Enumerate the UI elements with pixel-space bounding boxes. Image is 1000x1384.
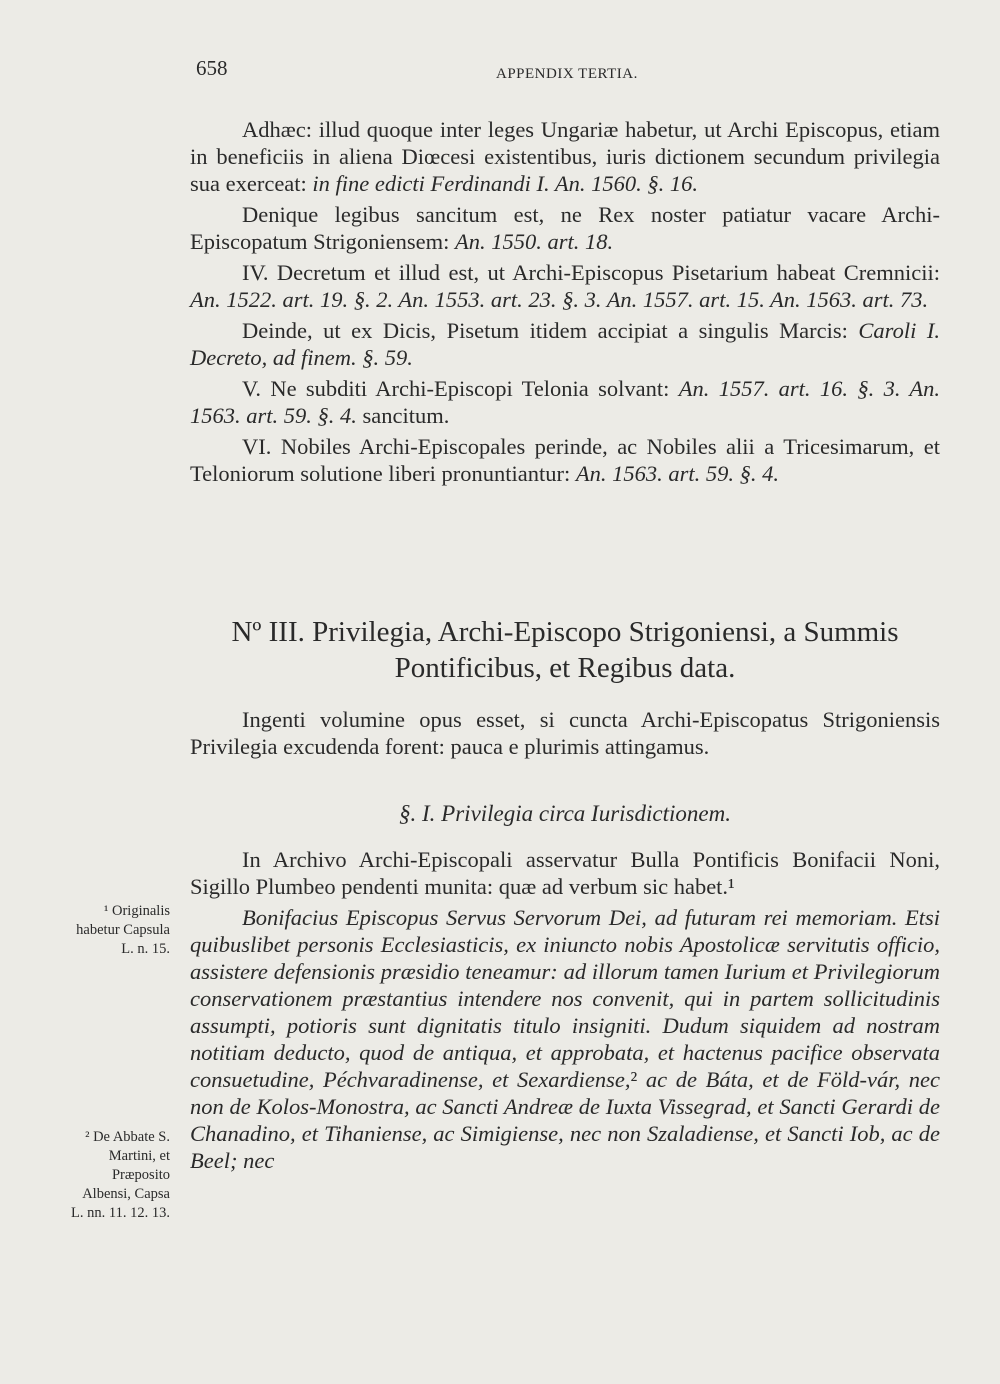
section-heading-line2: Pontificibus, et Regibus data. bbox=[394, 652, 736, 684]
text-denique: Denique legibus sancitum est, ne Rex noster patiatur vacare Archi-Episcopatum Strigoniensem: bbox=[190, 202, 940, 254]
subsection-heading: §. I. Privilegia circa Iurisdictionem. bbox=[399, 801, 731, 826]
paragraph-denique bbox=[190, 201, 940, 255]
ref-deinde: Caroli I. Decreto, ad finem. §. 59. bbox=[190, 318, 940, 370]
footnote-ref-2: ² bbox=[630, 1067, 638, 1092]
margin-note-1: ¹ Originalis habetur Capsula L. n. 15. bbox=[76, 903, 170, 957]
paragraph-vi bbox=[190, 433, 940, 487]
running-head: APPENDIX TERTIA. bbox=[496, 66, 638, 82]
text-iv: IV. Decretum et illud est, ut Archi-Episcopus Pisetarium habeat Cremnicii: bbox=[242, 260, 940, 285]
paragraph-deinde bbox=[190, 317, 940, 371]
paragraph-adhaec bbox=[190, 116, 940, 197]
intro-block bbox=[190, 706, 940, 760]
body-top bbox=[190, 116, 940, 487]
ref-v: An. 1557. art. 16. §. 3. An. 1563. art. 59. §. 4. bbox=[190, 376, 940, 428]
bulla-text-2: ac de Báta, et de Föld-vár, nec non de Kolos-Monostra, ac Sancti Andreæ de Iuxta Vissegrad, et Sancti Gerardi de Chanadino, et Tihaniense, ac Simigiense, nec non Szaladiense, et Sancti Iob, ac de Beel; nec bbox=[190, 1067, 940, 1173]
text-adhaec: Adhæc: illud quoque inter leges Ungariæ habetur, ut Archi Episcopus, etiam in beneficiis in aliena Diœcesi existentibus, iuris dictionem secundum privilegia sua exerceat: bbox=[190, 117, 940, 196]
ref-adhaec: in fine edicti Ferdinandi I. An. 1560. §. 16. bbox=[312, 171, 698, 196]
text-vi: VI. Nobiles Archi-Episcopales perinde, ac Nobiles alii a Tricesimarum, et Teloniorum solutione liberi pronuntiantur: bbox=[190, 434, 940, 486]
ref-denique: An. 1550. art. 18. bbox=[454, 229, 614, 254]
margin-note-2: ² De Abbate S. Martini, et Præposito Albensi, Capsa L. nn. 11. 12. 13. bbox=[71, 1129, 170, 1221]
section-heading-line1: Nº III. Privilegia, Archi-Episcopo Strigoniensi, a Summis bbox=[231, 616, 899, 648]
section-heading bbox=[190, 614, 940, 686]
archivo-block bbox=[190, 846, 940, 1174]
paragraph-iv bbox=[190, 259, 940, 313]
paragraph-archivo: In Archivo Archi-Episcopali asservatur Bulla Pontificis Bonifacii Noni, Sigillo Plumbeo pendenti munita: quæ ad verbum sic habet.¹ bbox=[190, 847, 940, 899]
paragraph-intro: Ingenti volumine opus esset, si cuncta Archi-Episcopatus Strigoniensis Privilegia excudenda forent: pauca e plurimis attingamus. bbox=[190, 707, 940, 759]
ref-vi: An. 1563. art. 59. §. 4. bbox=[575, 461, 780, 486]
paragraph-bulla bbox=[190, 904, 940, 1174]
paragraph-v bbox=[190, 375, 940, 429]
text-deinde: Deinde, ut ex Dicis, Pisetum itidem accipiat a singulis Marcis: bbox=[242, 318, 859, 343]
text-v: V. Ne subditi Archi-Episcopi Telonia solvant: bbox=[242, 376, 679, 401]
text-v-tail: sancitum. bbox=[356, 403, 450, 428]
page-number: 658 bbox=[196, 56, 228, 80]
bulla-text-1: Bonifacius Episcopus Servus Servorum Dei, ad futuram rei memoriam. Etsi quibuslibet personis Ecclesiasticis, ex iniuncto nobis Apostolicæ servitutis officio, assistere defensionis præsidio teneamur: ad illorum tamen Iurium et Privilegiorum conservationem præstantius intendere nos convenit, qui in partem sollicitudinis assumpti, potioris sunt dignitatis titulo insigniti. Dudum siquidem ad nostram notitiam deducto, quod de antiqua, et approbata, et hactenus pacifice observata consuetudine, Péchvaradinense, et Sexardiense, bbox=[190, 905, 940, 1092]
ref-iv: An. 1522. art. 19. §. 2. An. 1553. art. 23. §. 3. An. 1557. art. 15. An. 1563. art. 73. bbox=[190, 287, 929, 312]
